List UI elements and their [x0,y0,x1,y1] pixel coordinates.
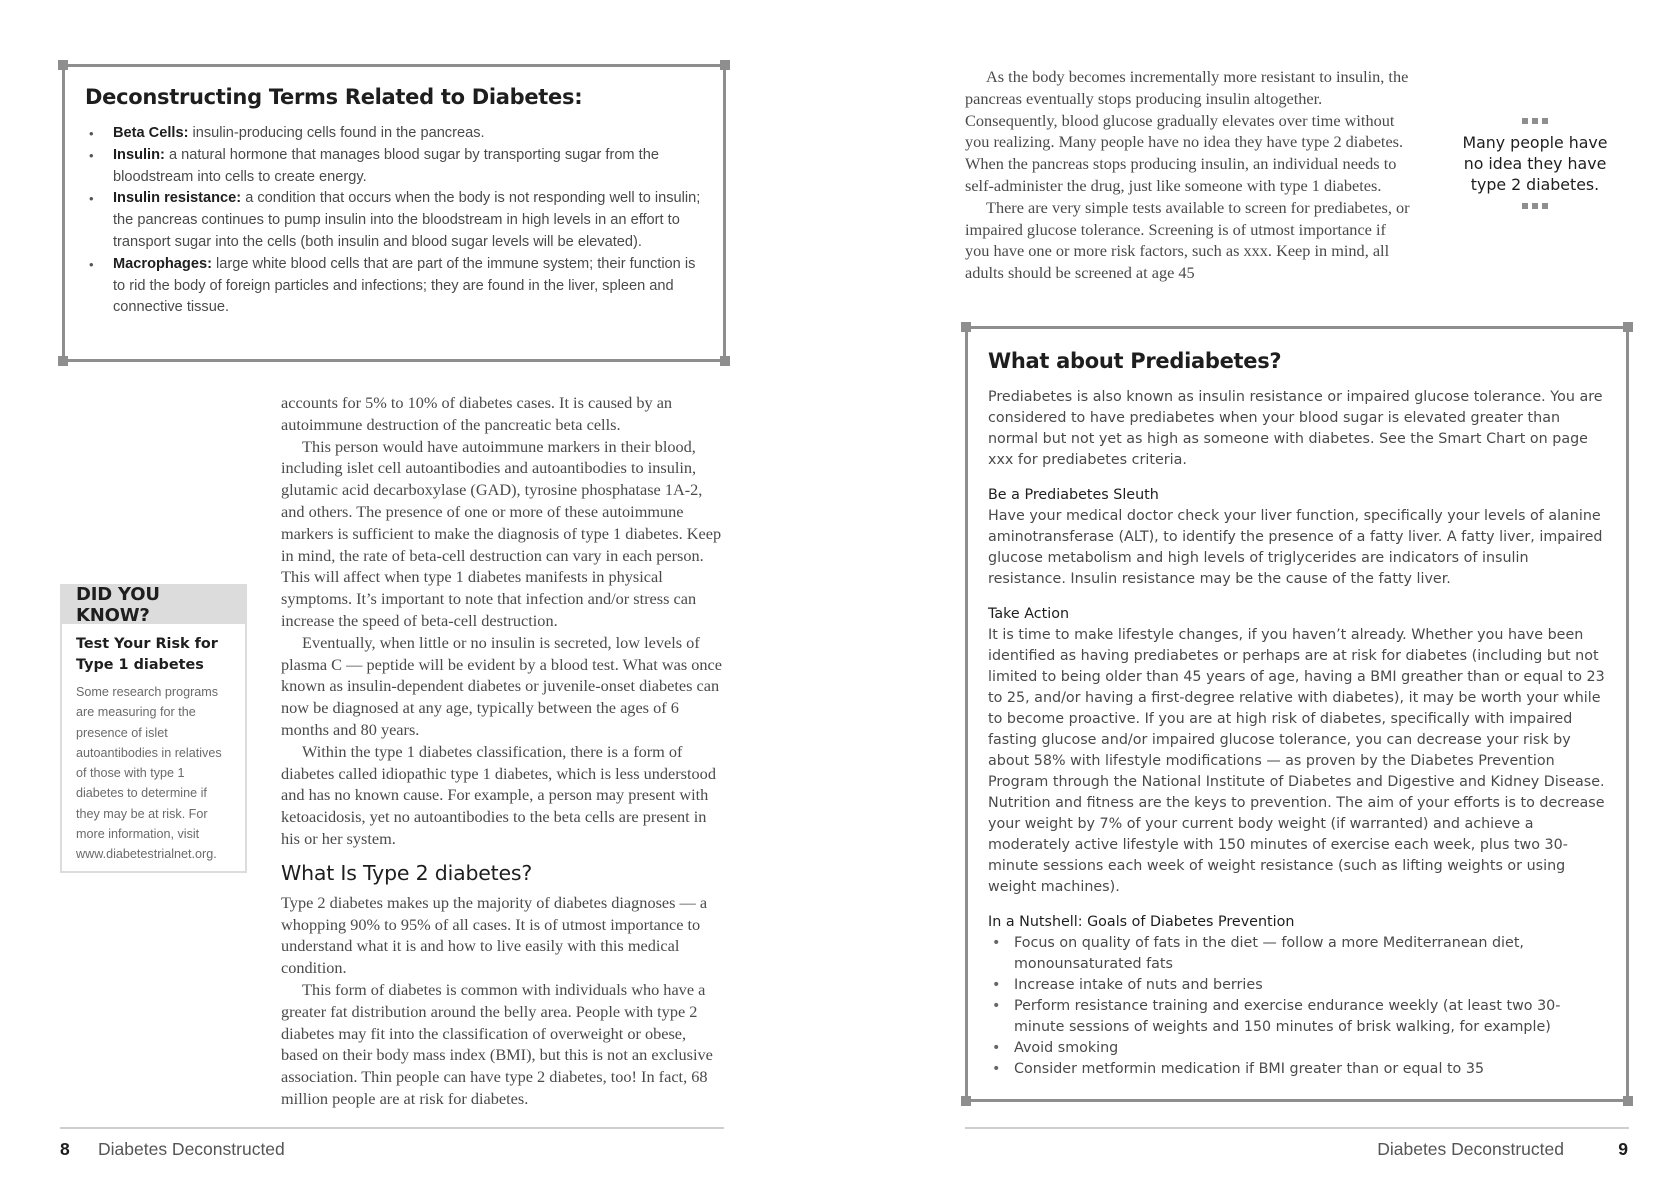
frame-corner [58,356,68,366]
term-label: Macrophages: [113,255,212,272]
page-number-right: 9 [1618,1139,1628,1159]
frame-corner [58,60,68,70]
subheading-take-action: Take Action [988,606,1070,622]
subheading-sleuth: Be a Prediabetes Sleuth [988,487,1159,503]
page-number-left: 8 [60,1139,70,1159]
frame-corner [720,356,730,366]
body-paragraph: As the body becomes incrementally more resistant to insulin, the pancreas eventually stops producing insulin altogether. Consequently, blood glucose gradually elevates over time without you realizing. Many people have no idea they have type 2 diabetes. When the pancreas stops producing insulin, an individual needs to self-administer the drug, just like someone with type 1 diabetes. [965,67,1409,195]
left-body-column [281,392,726,1110]
term-label: Insulin resistance: [113,190,242,207]
pull-quote [1460,118,1610,209]
term-definition: a natural hormone that manages blood sugar by transporting sugar from the bloodstream into cells to create energy. [113,146,659,185]
frame-corner [720,60,730,70]
terms-box-title: Deconstructing Terms Related to Diabetes: [85,85,583,109]
subheading-goals: In a Nutshell: Goals of Diabetes Prevention [988,914,1295,930]
prediabetes-box-title: What about Prediabetes? [988,349,1282,373]
frame-corner [961,322,971,332]
goal-item: • Consider metformin medication if BMI greater than or equal to 35 [988,1059,1608,1080]
did-you-know-sidebar [60,584,247,873]
frame-corner [961,1096,971,1106]
term-item [87,123,707,145]
did-you-know-header: DID YOU KNOW? [62,586,245,624]
section-heading-type-2: What Is Type 2 diabetes? [281,860,533,885]
body-paragraph: Type 2 diabetes makes up the majority of diabetes diagnoses — a whopping 90% to 95% of all cases. It is of utmost importance to understand what it is and how to live easily with this medical condition. [281,892,708,978]
term-definition: insulin-producing cells found in the pancreas. [188,125,485,141]
frame-corner [1623,1096,1633,1106]
term-item [87,188,707,253]
right-body-column [965,66,1410,284]
body-paragraph: Eventually, when little or no insulin is secreted, low levels of plasma C — peptide will be evident by a blood test. What was once known as insulin-dependent diabetes or juvenile-onset diabetes can now be diagnosed at any age, typically between the ages of 6 months and 80 years. [281,632,723,739]
goal-item: • Focus on quality of fats in the diet — follow a more Mediterranean diet, monounsaturated fats [988,933,1608,975]
prediabetes-intro: Prediabetes is also known as insulin resistance or impaired glucose tolerance. You are considered to have prediabetes when your blood sugar is elevated greater than normal but not yet as high as someone with diabetes. See the Smart Chart on page xxx for prediabetes criteria. [988,389,1603,468]
goals-list [988,933,1608,1080]
goal-item: • Increase intake of nuts and berries [988,975,1608,996]
footer-rule-right [965,1127,1629,1129]
terms-callout-box [62,64,726,362]
term-definition: a condition that occurs when the body is not responding well to insulin; the pancreas continues to pump insulin into the bloodstream in high levels in an effort to transport sugar into the cells (both insulin and blood sugar levels will be elevated). [113,190,701,250]
term-item [87,145,707,189]
prediabetes-content [988,387,1608,1080]
take-action-body: It is time to make lifestyle changes, if you haven’t already. Whether you have been identified as having prediabetes or perhaps are at risk for diabetes (including but not limited to being older than 45 years of age, having a BMI greather than or equal to 23 to 25, and/or having a first-degree relative with diabetes), it may be worth your while to become proactive. If you are at high risk of diabetes, specifically with impaired fasting glucose and/or impaired glucose tolerance, you can decrease your risk by about 58% with lifestyle modifications — as proven by the Diabetes Prevention Program through the National Institute of Diabetes and Digestive and Kidney Disease. Nutrition and fitness are the keys to prevention. The aim of your efforts is to decrease your weight by 7% of your current body weight (if warranted) and achieve a moderately active lifestyle with 150 minutes of exercise each week, plus two 30-minute sessions each week of weight resistance (such as lifting weights or using weight machines). [988,627,1605,895]
pull-quote-text: Many people have no idea they have type 2 diabetes. [1462,133,1608,194]
dots-ornament-icon [1460,118,1610,124]
term-item [87,254,707,319]
dots-ornament-icon [1460,203,1610,209]
term-label: Beta Cells: [113,125,189,141]
sleuth-body: Have your medical doctor check your liver function, specifically your levels of alanine aminotransferase (ALT), to identify the presence of a fatty liver. A fatty liver, impaired glucose metabolism and high levels of triglycerides are indicators of insulin resistance. Insulin resistance may be the cause of the fatty liver. [988,508,1603,587]
terms-list [87,123,707,319]
body-paragraph: accounts for 5% to 10% of diabetes cases. It is caused by an autoimmune destruction of the pancreatic beta cells. [281,393,673,434]
frame-corner [1623,322,1633,332]
term-definition: large white blood cells that are part of the immune system; their function is to rid the body of foreign particles and infections; they are found in the liver, spleen and connective tissue. [113,255,696,316]
goal-item: • Perform resistance training and exercise endurance weekly (at least two 30-minute sessions of weights and 150 minutes of brisk walking, for example) [988,996,1608,1038]
prediabetes-callout-box [965,326,1629,1102]
body-paragraph: This form of diabetes is common with individuals who have a greater fat distribution around the belly area. People with type 2 diabetes may fit into the classification of overweight or obese, based on their body mass index (BMI), but this is not an exclusive association. Thin people can have type 2 diabetes, too! In fact, 68 million people are at risk for diabetes. [281,979,713,1108]
goal-item: • Avoid smoking [988,1038,1608,1059]
body-paragraph: There are very simple tests available to screen for prediabetes, or impaired glucose tolerance. Screening is of utmost importance if you have one or more risk factors, such as xxx. Keep in mind, all adults should be screened at age 45 [965,197,1410,283]
body-paragraph: This person would have autoimmune markers in their blood, including islet cell autoantibodies and autoantibodies to insulin, glutamic acid decarboxylase (GAD), tyrosine phosphatase 1A-2, and others. The presence of one or more of these autoimmune markers is sufficient to make the diagnosis of type 1 diabetes. Keep in mind, the rate of beta-cell destruction can vary in each person. This will affect when type 1 diabetes manifests in physical symptoms. It’s important to note that infection and/or stress can increase the speed of beta-cell destruction. [281,436,722,630]
running-title-right: Diabetes Deconstructed [1377,1139,1564,1159]
did-you-know-title: Test Your Risk for Type 1 diabetes [76,636,218,673]
footer-rule-left [60,1127,724,1129]
term-label: Insulin: [113,146,165,163]
did-you-know-body: Some research programs are measuring for the presence of islet autoantibodies in relatives of those with type 1 diabetes to determine if they may be at risk. For more information, visit www.diabetestrialnet.org. [76,685,222,862]
body-paragraph: Within the type 1 diabetes classification, there is a form of diabetes called idiopathic type 1 diabetes, which is less understood and has no known cause. For example, a person may present with ketoacidosis, yet no autoantibodies to the beta cells are present in his or her system. [281,741,716,848]
running-title-left: Diabetes Deconstructed [98,1139,285,1159]
